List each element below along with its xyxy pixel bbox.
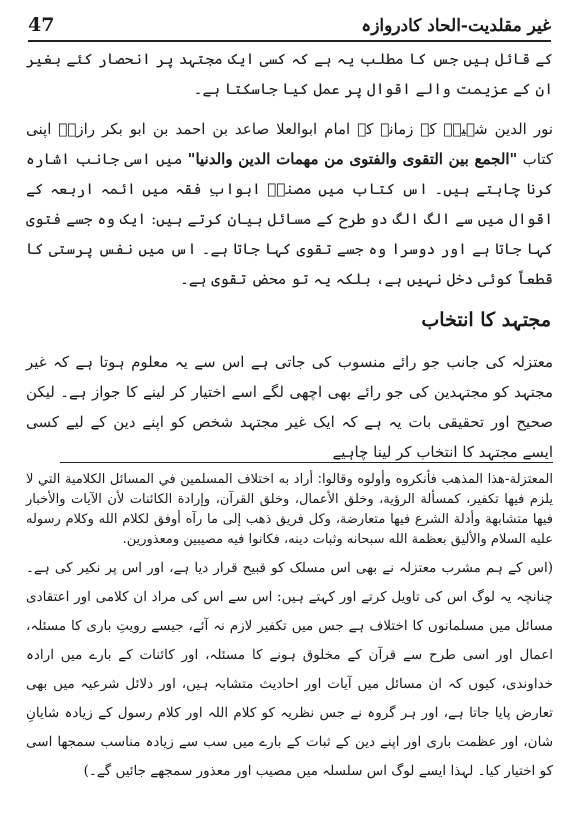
section-text	[26, 347, 553, 467]
paragraph-2-lead: نور الدین شہیدؒ کے زمانہ کے امام ابوالعلا صاعد بن احمد بن ابو بکر رازیؒ اپنی کتاب	[26, 120, 553, 168]
paragraph-2	[26, 114, 553, 294]
book-title-quote: "الجمع بین التقوی والفتوی من مهمات الدین والدنیا"	[187, 150, 518, 168]
footnote-arabic: المعتزلة-هذا المذهب فأنكروه وأولوه وقالوا: أراد به اختلاف المسلمين في المسائل الكلامية التي لا يلزم فيها تكفير، كمسألة الرؤية، وخلق الأعمال، وخلق القرآن، وإرادة الكائنات لأن الآيات والأخبار فيها متشابهة وأدلة الشرع فيها متعارضة، وكل فريق ذهب إلى ما رآه أوفق لكلام الله وكلام رسوله عليه السلام والأليق بعظمة الله سبحانه وثبات دينه، فكانوا فيه مصيبين ومعذورين.	[26, 472, 553, 547]
footnote	[26, 470, 553, 786]
running-head-title: غیر مقلدیت-الحاد کادروازہ	[361, 15, 551, 36]
page-number: 47	[28, 14, 55, 36]
main-text	[26, 44, 553, 294]
footnote-urdu: (اس کے ہم مشرب معتزلہ نے بھی اس مسلک کو قبیح قرار دیا ہے، اور اس پر نکیر کی ہے۔ چنانچہ یہ لوگ اس کی تاویل کرتے اور کہتے ہیں: اس سے اس کی مراد ان کلامی اور اعتقادی مسائل میں مسلمانوں کا اختلاف ہے جس میں تکفیر لازم نہ آئے، جیسے رویتِ باری کا مسئلہ، اعمال اور اسی طرح سے قرآن کے مخلوق ہونے کا مسئلہ، اور کائنات کے بارے میں ارادہ خداوندی، کیوں کہ ان مسائل میں آیات اور احادیث متشابہ ہیں، اور دلائل شرعیہ میں بھی تعارض پایا جاتا ہے، اور ہر گروہ نے جس نظریہ کو کلام اللہ اور کلام رسول کے زیادہ شایانِ شان، اور عظمت باری اور اپنے دین کے ثبات کے بارے میں سب سے زیادہ مناسب سمجھا اسی کو اختیار کیا۔ لہذا ایسے لوگ اس سلسلہ میں مصیب اور معذور سمجھے جائیں گے۔)	[26, 560, 553, 779]
footnote-divider	[60, 462, 553, 463]
section-paragraph: معتزلہ کی جانب جو رائے منسوب کی جاتی ہے اس سے یہ معلوم ہوتا ہے کہ غیر مجتہد کو مجتہدین کی جو رائے بھی اچھی لگے اسے اختیار کر لینے کا جواز ہے۔ لیکن صحیح اور تحقیقی بات یہ ہے کہ ایک غیر مجتہد شخص کو اپنے دین کے لیے کسی ایسے مجتہد کا انتخاب کر لینا چاہیے	[26, 353, 553, 461]
paragraph-2-rest: میں اسی جانب اشارہ کرنا چاہتے ہیں۔ اس کتاب میں مصنفؒ ابوابِ فقہ میں ائمہ اربعہ کے اقوال میں سے الگ الگ دو طرح کے مسائل بیان کرتے ہیں: ایک وہ جسے فتوی کہا جاتا ہے اور دوسرا وہ جسے تقوی کہا جاتا ہے۔ اس میں نفس پرستی کا قطعاً کوئی دخل نہیں ہے، بلکہ یہ تو محض تقوی ہے۔	[26, 150, 553, 288]
section-heading: مجتہد کا انتخاب	[421, 309, 551, 331]
paragraph-1: کے قائل ہیں جس کا مطلب یہ ہے کہ کسی ایک مجتہد پر انحصار کئے بغیر ان کے عزیمت والے اقوال پر عمل کیا جاسکتا ہے۔	[26, 50, 553, 98]
page-header	[28, 10, 551, 42]
